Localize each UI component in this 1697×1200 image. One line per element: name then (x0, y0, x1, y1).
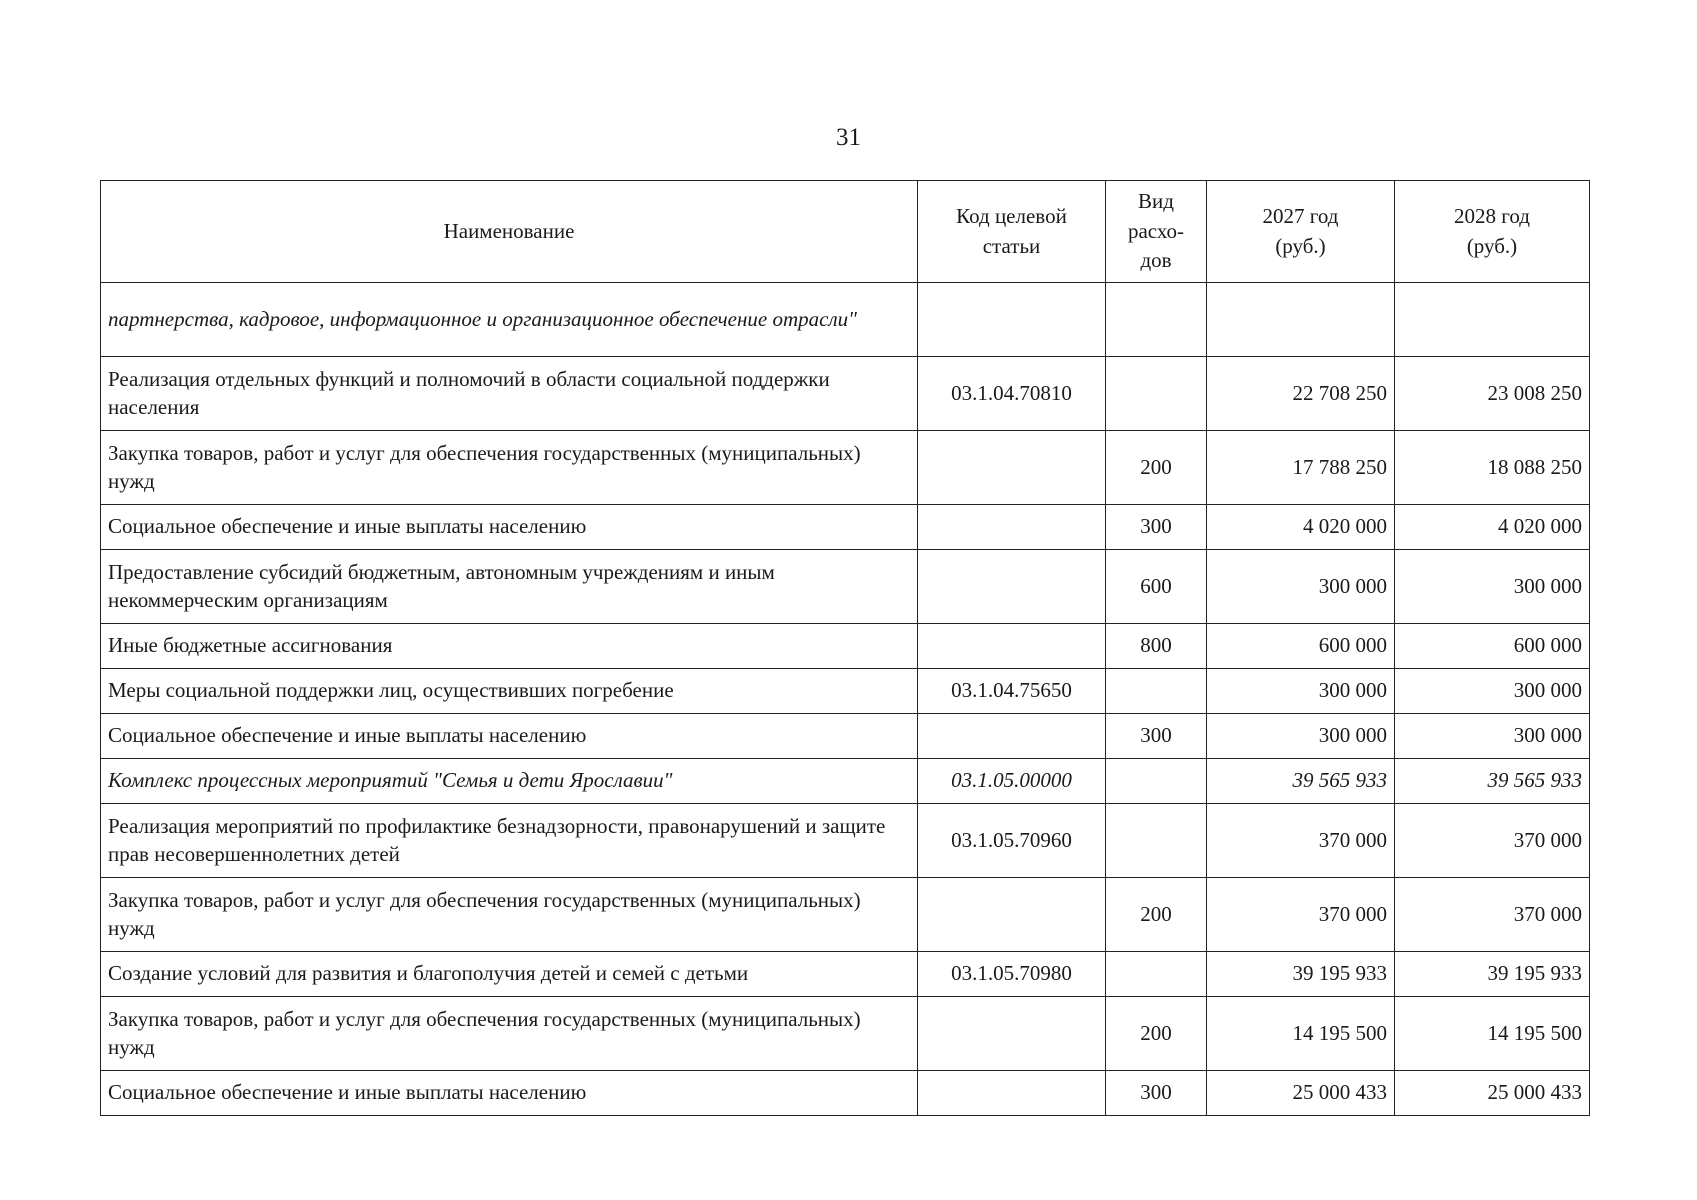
row-name: Реализация мероприятий по профилактике безнадзорности, правонарушений и защите прав несовершеннолетних детей (101, 804, 918, 878)
header-year-2027: 2027 год (руб.) (1207, 181, 1395, 283)
row-type (1106, 283, 1207, 357)
table-row (101, 714, 1590, 759)
row-2028: 39 565 933 (1395, 759, 1590, 804)
table-row (101, 431, 1590, 505)
row-2027: 600 000 (1207, 624, 1395, 669)
table-row (101, 1071, 1590, 1116)
row-code (918, 624, 1106, 669)
row-name: Комплекс процессных мероприятий "Семья и дети Ярославии" (101, 759, 918, 804)
row-2028: 600 000 (1395, 624, 1590, 669)
row-name: Предоставление субсидий бюджетным, автономным учреждениям и иным некоммерческим организациям (101, 550, 918, 624)
row-name: Меры социальной поддержки лиц, осуществивших погребение (101, 669, 918, 714)
row-2028: 370 000 (1395, 804, 1590, 878)
table-row (101, 759, 1590, 804)
table-row (101, 283, 1590, 357)
page-number: 31 (836, 124, 861, 151)
row-name: Закупка товаров, работ и услуг для обеспечения государственных (муниципальных) нужд (101, 878, 918, 952)
row-code (918, 997, 1106, 1071)
row-name: Социальное обеспечение и иные выплаты населению (101, 1071, 918, 1116)
row-code (918, 505, 1106, 550)
row-code (918, 714, 1106, 759)
row-type: 300 (1106, 714, 1207, 759)
row-name: Реализация отдельных функций и полномочий в области социальной поддержки населения (101, 357, 918, 431)
row-2028: 300 000 (1395, 669, 1590, 714)
table-row (101, 357, 1590, 431)
table-row (101, 997, 1590, 1071)
table-row (101, 550, 1590, 624)
row-type (1106, 759, 1207, 804)
row-type: 200 (1106, 878, 1207, 952)
row-2027: 22 708 250 (1207, 357, 1395, 431)
row-2027: 300 000 (1207, 714, 1395, 759)
row-2027 (1207, 283, 1395, 357)
row-name: Социальное обеспечение и иные выплаты населению (101, 714, 918, 759)
row-type (1106, 952, 1207, 997)
row-type (1106, 357, 1207, 431)
header-type: Вид расхо-дов (1106, 181, 1207, 283)
row-code (918, 550, 1106, 624)
row-2027: 300 000 (1207, 550, 1395, 624)
table-row (101, 505, 1590, 550)
row-2028: 4 020 000 (1395, 505, 1590, 550)
table-row (101, 624, 1590, 669)
row-type (1106, 804, 1207, 878)
row-code: 03.1.04.75650 (918, 669, 1106, 714)
row-2028: 23 008 250 (1395, 357, 1590, 431)
table-row (101, 952, 1590, 997)
row-2028: 370 000 (1395, 878, 1590, 952)
row-2028 (1395, 283, 1590, 357)
row-code: 03.1.05.70960 (918, 804, 1106, 878)
row-name: Иные бюджетные ассигнования (101, 624, 918, 669)
row-2028: 39 195 933 (1395, 952, 1590, 997)
table-row (101, 804, 1590, 878)
table-row (101, 878, 1590, 952)
row-code (918, 1071, 1106, 1116)
header-name: Наименование (101, 181, 918, 283)
row-name: Социальное обеспечение и иные выплаты населению (101, 505, 918, 550)
row-type: 800 (1106, 624, 1207, 669)
budget-table (100, 180, 1590, 1116)
row-2027: 370 000 (1207, 878, 1395, 952)
row-2028: 300 000 (1395, 550, 1590, 624)
row-type: 600 (1106, 550, 1207, 624)
row-2027: 4 020 000 (1207, 505, 1395, 550)
row-2027: 370 000 (1207, 804, 1395, 878)
row-type (1106, 669, 1207, 714)
row-code (918, 878, 1106, 952)
row-code: 03.1.05.70980 (918, 952, 1106, 997)
row-type: 300 (1106, 1071, 1207, 1116)
row-name: Закупка товаров, работ и услуг для обеспечения государственных (муниципальных) нужд (101, 997, 918, 1071)
row-code: 03.1.04.70810 (918, 357, 1106, 431)
row-2027: 39 565 933 (1207, 759, 1395, 804)
row-type: 300 (1106, 505, 1207, 550)
table-header (101, 181, 1590, 283)
row-type: 200 (1106, 431, 1207, 505)
header-code: Код целевой статьи (918, 181, 1106, 283)
row-2028: 18 088 250 (1395, 431, 1590, 505)
row-name: Закупка товаров, работ и услуг для обеспечения государственных (муниципальных) нужд (101, 431, 918, 505)
row-2028: 14 195 500 (1395, 997, 1590, 1071)
row-2027: 17 788 250 (1207, 431, 1395, 505)
row-2027: 39 195 933 (1207, 952, 1395, 997)
header-year-2028: 2028 год (руб.) (1395, 181, 1590, 283)
row-code (918, 431, 1106, 505)
row-name: партнерства, кадровое, информационное и организационное обеспечение отрасли" (101, 283, 918, 357)
row-2028: 25 000 433 (1395, 1071, 1590, 1116)
row-2027: 25 000 433 (1207, 1071, 1395, 1116)
row-code: 03.1.05.00000 (918, 759, 1106, 804)
table-body (101, 283, 1590, 1116)
row-code (918, 283, 1106, 357)
row-name: Создание условий для развития и благополучия детей и семей с детьми (101, 952, 918, 997)
row-2028: 300 000 (1395, 714, 1590, 759)
row-type: 200 (1106, 997, 1207, 1071)
header-row (101, 181, 1590, 283)
table-row (101, 669, 1590, 714)
row-2027: 300 000 (1207, 669, 1395, 714)
row-2027: 14 195 500 (1207, 997, 1395, 1071)
